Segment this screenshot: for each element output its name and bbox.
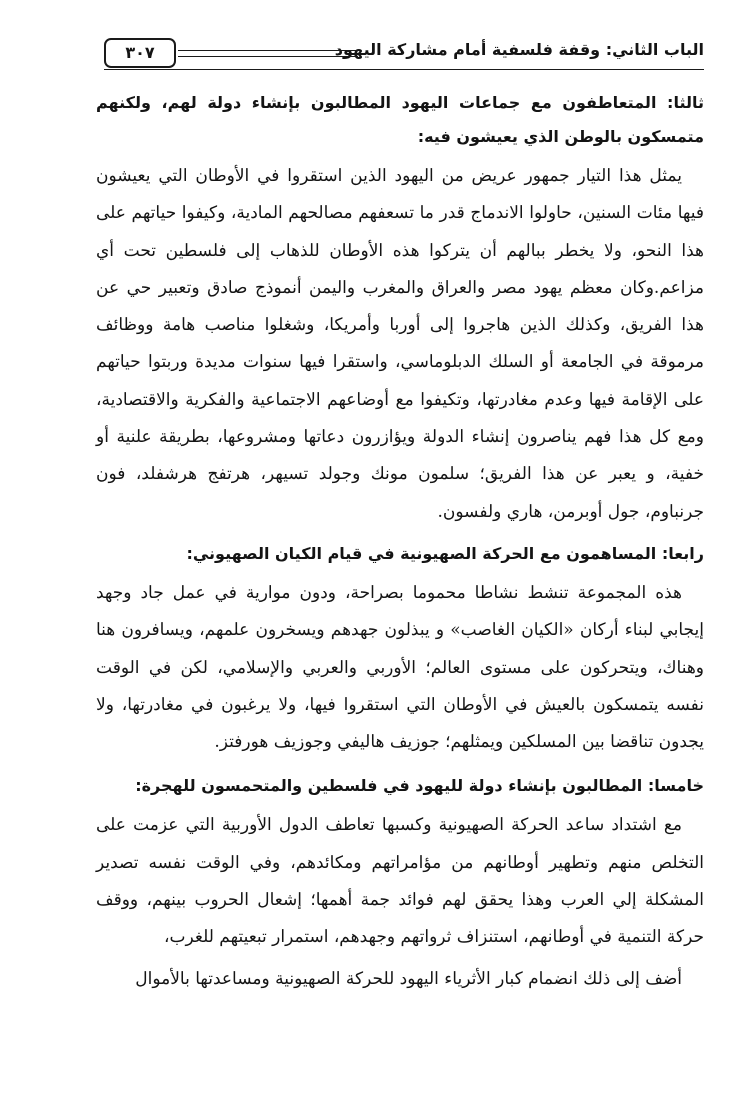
paragraph: أضف إلى ذلك انضمام كبار الأثرياء اليهود للحركة الصهيونية ومساعدتها بالأموال — [135, 968, 682, 989]
paragraph: مع اشتداد ساعد الحركة الصهيونية وكسبها تعاطف الدول الأوربية التي عزمت على التخلص منهم وتطهير أوطانهم من مؤامراتهم ومكائدهم، وفي الوقت نفسه تصدير المشكلة إلي العرب وهذا يحقق لهم فوائد جمة أهمها؛ إشعال الحروب بينهم، ووقف حركة التنمية في أوطانهم، استنزاف ثرواتهم وجهدهم، استمرار تبعيتهم للغرب، — [96, 815, 704, 948]
page-body — [96, 86, 704, 998]
header-underline — [104, 69, 704, 70]
paragraph: هذه المجموعة تنشط نشاطا محموما بصراحة، ودون موارية في عمل جاد وجهد إيجابي لبناء أركان «الكيان الغاصب» و يبذلون جهدهم ويسخرون علمهم، ويسافرون هنا وهناك، ويتحركون على مستوى العالم؛ الأوربي والعربي والإسلامي، لكن في الوقت نفسه يتمسكون بالعيش في الأوطان التي استقروا فيها، ولا يرغبون في مغادرتها، ولا يجدون تناقضا بين المسلكين ويمثلهم؛ جوزيف هاليفي وجوزيف هورفتز. — [96, 582, 704, 753]
chapter-title: الباب الثاني: وقفة فلسفية أمام مشاركة اليهود — [334, 40, 704, 59]
page-number: ٣٠٧ — [104, 38, 176, 68]
section-heading-third: ثالثا: المتعاطفون مع جماعات اليهود المطالبون بإنشاء دولة لهم، ولكنهم متمسكون بالوطن الذي يعيشون فيه: — [96, 93, 704, 146]
paragraph: يمثل هذا التيار جمهور عريض من اليهود الذين استقروا في الأوطان التي يعيشون فيها مئات السنين، حاولوا الاندماج قدر ما تسعفهم مصالحهم المادية، وكيفوا حياتهم على هذا النحو، ولا يخطر ببالهم أن يتركوا هذه الأوطان للذهاب إلى فلسطين تحت أي مزاعم.وكان معظم يهود مصر والعراق والمغرب واليمن أنموذج صادق وتعبير حي عن هذا الفريق، وكذلك الذين هاجروا إلى أوربا وأمريكا، وشغلوا مناصب هامة ووظائف مرموقة في الجامعة أو السلك الدبلوماسي، واستقرا فيها سنوات مديدة وربتوا حياتهم على الإقامة فيها وعدم مغادرتها، وتكيفوا مع أوضاعهم الاجتماعية والفكرية والاقتصادية، ومع كل هذا فهم يناصرون إنشاء الدولة ويؤازرون دعاتها ومشروعها، بطريقة علنية أو خفية، و يعبر عن هذا الفريق؛ سلمون مونك وجولد تسيهر، هرتفج هرشفلد، فون جرنباوم، جول أوبرمن، هاري ولفسون. — [96, 166, 704, 522]
header-rule-top — [178, 50, 358, 51]
section-heading-fourth: رابعا: المساهمون مع الحركة الصهيونية في قيام الكيان الصهيوني: — [186, 543, 704, 563]
section-heading-fifth: خامسا: المطالبون بإنشاء دولة لليهود في فلسطين والمتحمسون للهجرة: — [135, 776, 704, 796]
running-header — [104, 36, 704, 76]
header-rule-bottom — [178, 56, 358, 57]
